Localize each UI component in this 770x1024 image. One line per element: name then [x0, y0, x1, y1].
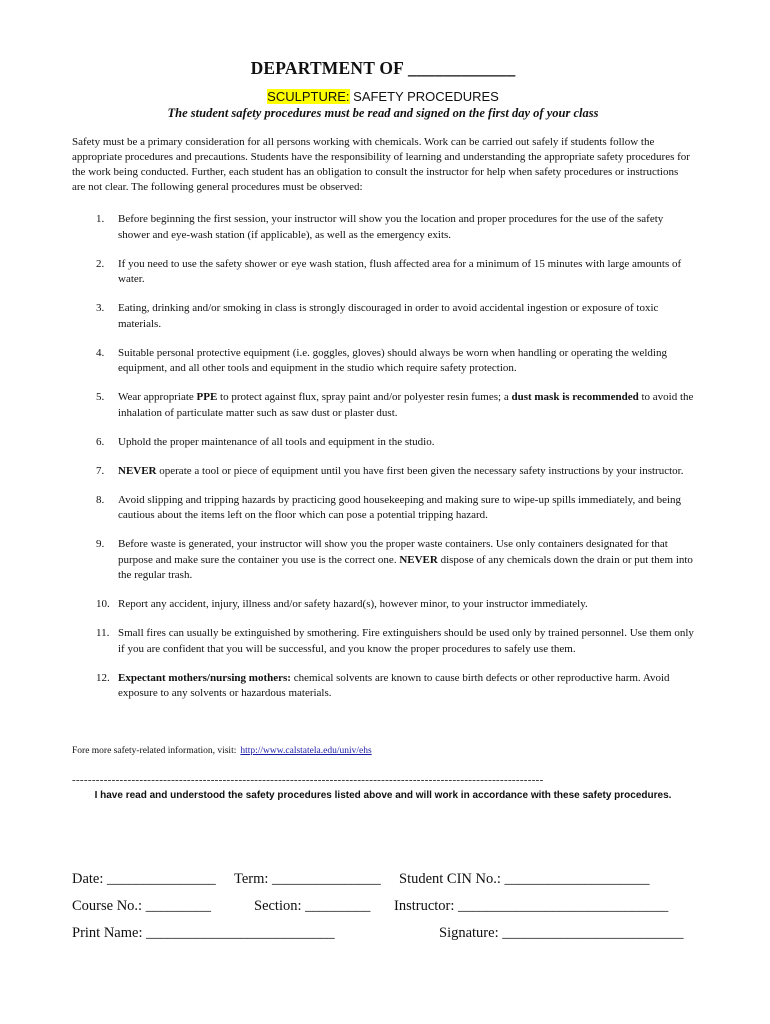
rule-text: to protect against flux, spray paint and/or polyester resin fumes; a: [217, 391, 512, 403]
rule-number: 2.: [96, 257, 105, 270]
rule-text: Suitable personal protective equipment (i.e. goggles, gloves) should always be worn when handling or operating the welding equipment, and all other tools and equipment in the studio which require safety protection.: [118, 346, 667, 374]
rule-text: chemical solvents are known to cause birth defects or other reproductive harm. Avoid exposure to any solvents or hazardous materials.: [118, 671, 670, 699]
rule-text: Uphold the proper maintenance of all tools and equipment in the studio.: [118, 435, 435, 448]
more-info-label: Fore more safety-related information, visit:: [72, 745, 237, 756]
rule-number: 6.: [96, 435, 105, 448]
rule-number: 11.: [96, 627, 110, 639]
page-title: [72, 58, 694, 79]
safety-rules-list: [72, 212, 694, 702]
rule-emphasis: NEVER: [399, 553, 438, 566]
more-info: [72, 746, 694, 756]
rule-item: [72, 301, 694, 332]
rule-text: Before beginning the first session, your instructor will show you the location and proper procedures for the use of the safety shower and eye-wash station (if applicable), as well as the emergency exits.: [118, 213, 664, 241]
acknowledgement-statement: I have read and understood the safety procedures listed above and will work in accordance with these safety procedures.: [94, 789, 672, 801]
student-cin-field[interactable]: Student CIN No.: ____________________: [399, 871, 650, 887]
intro-paragraph: Safety must be a primary consideration for all persons working with chemicals. Work can be carried out safely if students follow the appropriate procedures and precautions. Students have the responsibility of learning and understanding the appropriate safety procedures for the work being conducted. Further, each student has an obligation to consult the instructor for help when safety procedures or instructions are not clear. The following general procedures must be observed:: [72, 136, 690, 193]
rule-number: 7.: [96, 464, 105, 477]
form-row-3: [72, 925, 702, 952]
separator-line: -----------------------------------------------------------------------------------------------------------------------: [72, 773, 544, 786]
ehs-link[interactable]: http://www.calstatela.edu/univ/ehs: [240, 745, 372, 756]
subject-highlight: SCULPTURE:: [267, 89, 350, 104]
rule-item: [72, 626, 694, 657]
rule-emphasis: dust mask is recommended: [511, 391, 639, 403]
rule-item: [72, 212, 694, 243]
rule-text: operate a tool or piece of equipment until you have first been given the necessary safety instructions by your instructor.: [156, 464, 684, 477]
rule-emphasis: Expectant mothers/nursing mothers:: [118, 671, 291, 684]
rule-text: Wear appropriate: [118, 391, 197, 403]
title-text: DEPARTMENT OF: [250, 58, 404, 78]
rule-text: Before waste is generated, your instructor will show you the proper waste containers. Use only containers designated for that purpose and make sure the container you use is the correct one.: [118, 538, 668, 566]
signature-field[interactable]: Signature: _________________________: [439, 925, 684, 941]
rule-item: [72, 597, 694, 613]
rule-number: 8.: [96, 493, 105, 506]
rule-item: [72, 671, 694, 702]
rule-number: 10.: [96, 598, 110, 610]
print-name-field[interactable]: Print Name: __________________________: [72, 925, 335, 941]
rule-text: dispose of any chemicals down the drain or put them into the regular trash.: [118, 553, 693, 581]
document-page: [72, 58, 694, 801]
rule-item: [72, 346, 694, 377]
rule-item: [72, 435, 694, 451]
rule-text: to avoid the inhalation of particulate matter such as saw dust or plaster dust.: [118, 391, 694, 419]
rule-item: [72, 390, 694, 421]
rule-text: Report any accident, injury, illness and/or safety hazard(s), however minor, to your instructor immediately.: [118, 598, 588, 610]
date-field[interactable]: Date: _______________: [72, 871, 216, 887]
rule-text: Avoid slipping and tripping hazards by practicing good housekeeping and making sure to wipe-up spills immediately, and being cautious about the items left on the floor which can pose a potential tripping hazard.: [118, 493, 682, 521]
rule-emphasis: PPE: [196, 391, 218, 403]
instructor-field[interactable]: Instructor: _____________________________: [394, 898, 669, 914]
signature-form: [72, 871, 702, 952]
rule-item: [72, 537, 694, 584]
rule-number: 3.: [96, 302, 105, 314]
title-blank: ____________: [408, 58, 516, 78]
rule-number: 1.: [96, 213, 105, 225]
term-field[interactable]: Term: _______________: [234, 871, 381, 887]
rule-number: 4.: [96, 346, 105, 359]
subtitle: [72, 89, 694, 104]
rule-number: 5.: [96, 391, 105, 403]
rule-text: Small fires can usually be extinguished by smothering. Fire extinguishers should be used only by trained personnel. Use them only if you are confident that you will be successful, and you know the proper procedures to safely use them.: [118, 627, 694, 655]
rule-item: [72, 493, 694, 524]
section-field[interactable]: Section: _________: [254, 898, 371, 914]
rule-item: [72, 464, 694, 480]
form-row-1: [72, 871, 702, 898]
rule-item: [72, 257, 694, 288]
rule-text: Eating, drinking and/or smoking in class is strongly discouraged in order to avoid accidental ingestion or exposure of toxic materials.: [118, 302, 659, 330]
rule-number: 9.: [96, 538, 105, 550]
rule-emphasis: NEVER: [118, 464, 157, 477]
instruction-line: The student safety procedures must be read and signed on the first day of your class: [167, 106, 599, 120]
rule-text: If you need to use the safety shower or eye wash station, flush affected area for a minimum of 15 minutes with large amounts of water.: [118, 257, 682, 285]
rule-number: 12.: [96, 671, 110, 684]
subject-rest: SAFETY PROCEDURES: [349, 89, 499, 104]
form-row-2: [72, 898, 702, 925]
course-field[interactable]: Course No.: _________: [72, 898, 211, 914]
